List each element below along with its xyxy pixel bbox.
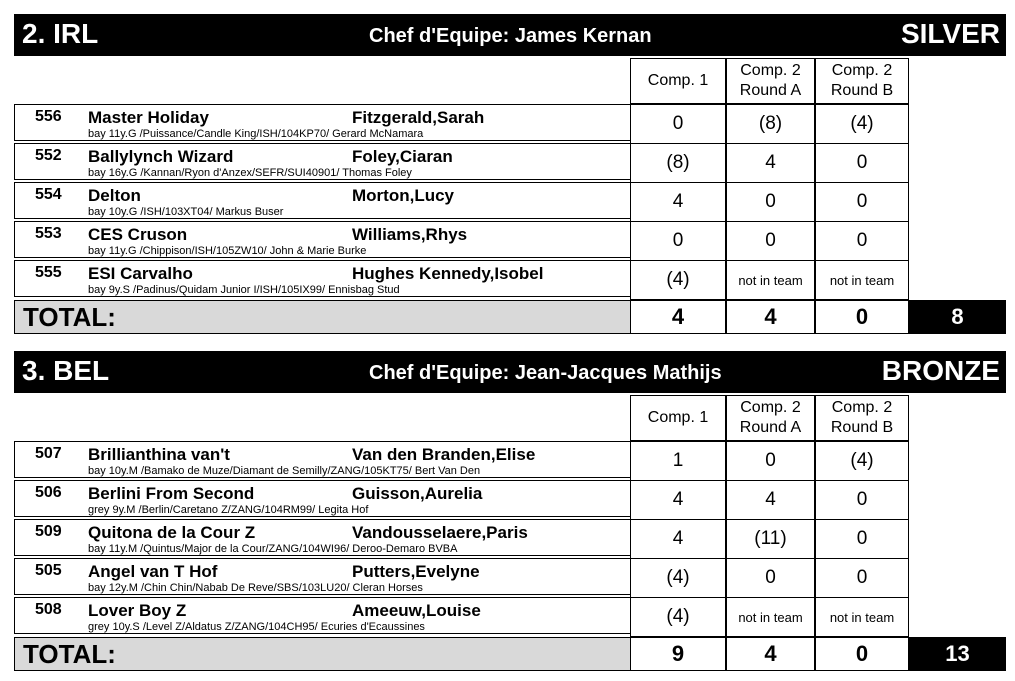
score-comp2-round-a: 0 (726, 182, 815, 222)
column-header-line2: Round A (739, 419, 802, 436)
rider-info-cell (14, 221, 631, 258)
horse-pedigree: bay 11y.G /Chippison/ISH/105ZW10/ John & Marie Burke (88, 245, 367, 257)
rider-info-cell (14, 597, 631, 634)
score-comp2-round-a: not in team (726, 260, 815, 300)
score-comp1: (8) (630, 143, 726, 183)
score-comp2-round-b: (4) (815, 441, 909, 481)
score-comp1: 1 (630, 441, 726, 481)
table-row (14, 260, 909, 300)
rider-name: Ameeuw,Louise (352, 601, 481, 620)
team-header (14, 14, 1006, 56)
start-number: 508 (35, 601, 62, 618)
rider-info-cell (14, 260, 631, 297)
start-number: 509 (35, 523, 62, 540)
score-comp2-round-b: 0 (815, 143, 909, 183)
team-place: 2. IRL (22, 18, 99, 49)
table-row (14, 182, 909, 222)
horse-pedigree: bay 12y.M /Chin Chin/Nabab De Reve/SBS/103LU20/ Cleran Horses (88, 582, 423, 594)
chef-d-equipe: Chef d'Equipe: Jean-Jacques Mathijs (369, 362, 722, 384)
score-comp2-round-a: 4 (726, 480, 815, 520)
medal-label: BRONZE (881, 355, 1000, 386)
rider-name: Foley,Ciaran (352, 147, 453, 166)
column-header-comp1 (630, 58, 726, 104)
score-comp1: 4 (630, 519, 726, 559)
rider-info-cell (14, 441, 631, 478)
column-header-comp1-label: Comp. 1 (647, 409, 709, 426)
rider-name: Hughes Kennedy,Isobel (352, 264, 544, 283)
score-comp2-round-a: 4 (726, 143, 815, 183)
score-comp2-round-a: not in team (726, 597, 815, 637)
medal-label: SILVER (900, 18, 1000, 49)
horse-name: Brillianthina van't (88, 445, 230, 464)
horse-pedigree: grey 10y.S /Level Z/Aldatus Z/ZANG/104CH95/ Ecuries d'Ecaussines (88, 621, 425, 633)
rider-info-cell (14, 480, 631, 517)
column-header-comp1 (630, 395, 726, 441)
table-row (14, 221, 909, 261)
score-comp1: 4 (630, 182, 726, 222)
horse-name: Lover Boy Z (88, 601, 187, 620)
column-header-comp1-label: Comp. 1 (647, 72, 709, 89)
column-header-comp2-round-b (815, 58, 909, 104)
score-comp1: (4) (630, 260, 726, 300)
team-header (14, 351, 1006, 393)
score-comp1: 0 (630, 221, 726, 261)
score-comp2-round-a: 0 (726, 441, 815, 481)
horse-name: Delton (88, 186, 141, 205)
table-row (14, 519, 909, 559)
total-comp2-round-a: 4 (726, 300, 815, 334)
horse-pedigree: bay 11y.G /Puissance/Candle King/ISH/104KP70/ Gerard McNamara (88, 128, 424, 140)
horse-pedigree: bay 9y.S /Padinus/Quidam Junior I/ISH/105IX99/ Ennisbag Stud (88, 284, 400, 296)
horse-pedigree: bay 11y.M /Quintus/Major de la Cour/ZANG/104WI96/ Deroo-Demaro BVBA (88, 543, 458, 555)
score-comp1: (4) (630, 558, 726, 598)
column-header-line1: Comp. 2 (740, 399, 801, 416)
total-label: TOTAL: (14, 300, 631, 334)
table-row (14, 597, 909, 637)
score-comp2-round-b: not in team (815, 597, 909, 637)
rider-info-cell (14, 182, 631, 219)
grand-total: 13 (909, 637, 1006, 671)
horse-name: Quitona de la Cour Z (88, 523, 256, 542)
score-comp2-round-b: 0 (815, 480, 909, 520)
column-header-comp2-round-b (815, 395, 909, 441)
horse-name: Ballylynch Wizard (88, 147, 234, 166)
rider-name: Guisson,Aurelia (352, 484, 483, 503)
score-comp1: 4 (630, 480, 726, 520)
table-row (14, 104, 909, 144)
start-number: 507 (35, 445, 62, 462)
horse-name: Berlini From Second (88, 484, 255, 503)
score-comp2-round-b: 0 (815, 558, 909, 598)
score-comp2-round-b: 0 (815, 182, 909, 222)
score-comp2-round-b: 0 (815, 221, 909, 261)
horse-pedigree: bay 10y.M /Bamako de Muze/Diamant de Semilly/ZANG/105KT75/ Bert Van Den (88, 465, 481, 477)
score-comp2-round-a: (8) (726, 104, 815, 144)
total-comp2-round-b: 0 (815, 637, 909, 671)
rider-name: Van den Branden,Elise (352, 445, 536, 464)
start-number: 555 (35, 264, 62, 281)
rider-info-cell (14, 519, 631, 556)
horse-name: Master Holiday (88, 108, 209, 127)
horse-pedigree: bay 10y.G /ISH/103XT04/ Markus Buser (88, 206, 284, 218)
column-header-line2: Round B (830, 419, 894, 436)
rider-info-cell (14, 104, 631, 141)
column-header-line1: Comp. 2 (831, 62, 893, 79)
score-comp1: 0 (630, 104, 726, 144)
rider-name: Vandousselaere,Paris (352, 523, 528, 542)
total-row (14, 300, 1006, 334)
score-comp2-round-a: 0 (726, 558, 815, 598)
score-comp2-round-a: 0 (726, 221, 815, 261)
total-comp2-round-b: 0 (815, 300, 909, 334)
rider-info-cell (14, 558, 631, 595)
column-header-line2: Round B (830, 82, 894, 99)
start-number: 553 (35, 225, 62, 242)
horse-pedigree: grey 9y.M /Berlin/Caretano Z/ZANG/104RM99/ Legita Hof (88, 504, 369, 516)
total-comp2-round-a: 4 (726, 637, 815, 671)
grand-total: 8 (909, 300, 1006, 334)
start-number: 505 (35, 562, 62, 579)
total-row (14, 637, 1006, 671)
team-place: 3. BEL (22, 355, 110, 386)
rider-name: Morton,Lucy (352, 186, 454, 205)
score-comp2-round-b: (4) (815, 104, 909, 144)
horse-pedigree: bay 16y.G /Kannan/Ryon d'Anzex/SEFR/SUI40901/ Thomas Foley (88, 167, 412, 179)
horse-name: CES Cruson (88, 225, 188, 244)
chef-d-equipe: Chef d'Equipe: James Kernan (369, 25, 652, 47)
score-comp1: (4) (630, 597, 726, 637)
column-header-comp2-round-a (726, 395, 815, 441)
rider-name: Putters,Evelyne (352, 562, 480, 581)
score-comp2-round-b: not in team (815, 260, 909, 300)
column-header-line1: Comp. 2 (740, 62, 801, 79)
total-comp1: 9 (630, 637, 726, 671)
column-header-comp2-round-a (726, 58, 815, 104)
total-comp1: 4 (630, 300, 726, 334)
horse-name: ESI Carvalho (88, 264, 193, 283)
rider-name: Fitzgerald,Sarah (352, 108, 485, 127)
start-number: 554 (35, 186, 62, 203)
table-row (14, 143, 909, 183)
start-number: 506 (35, 484, 62, 501)
start-number: 556 (35, 108, 62, 125)
rider-info-cell (14, 143, 631, 180)
score-comp2-round-b: 0 (815, 519, 909, 559)
score-comp2-round-a: (11) (726, 519, 815, 559)
column-header-line2: Round A (739, 82, 802, 99)
column-header-line1: Comp. 2 (831, 399, 893, 416)
table-row (14, 441, 909, 481)
total-label: TOTAL: (14, 637, 631, 671)
rider-name: Williams,Rhys (352, 225, 468, 244)
start-number: 552 (35, 147, 62, 164)
table-row (14, 480, 909, 520)
horse-name: Angel van T Hof (88, 562, 218, 581)
table-row (14, 558, 909, 598)
